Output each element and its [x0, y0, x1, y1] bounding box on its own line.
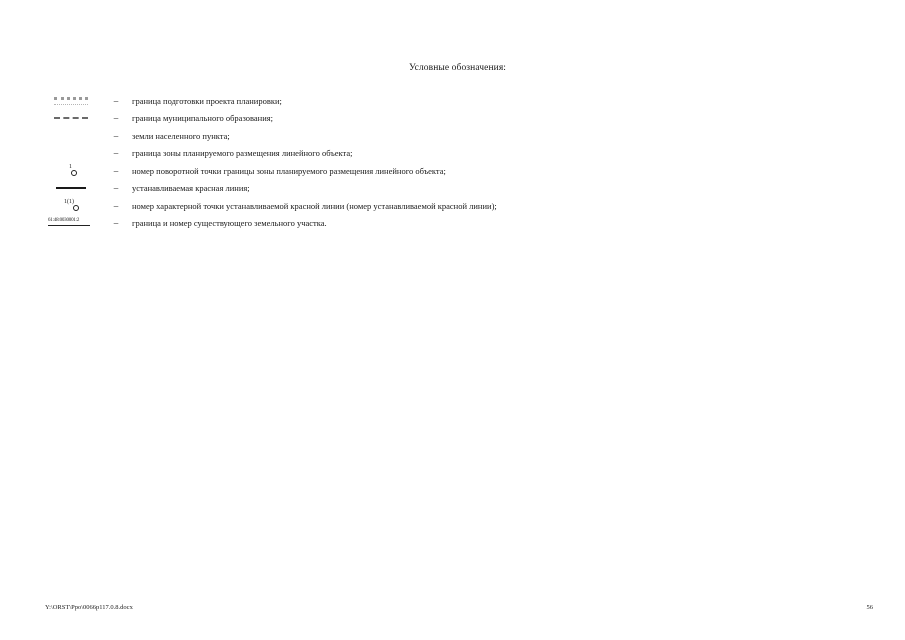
dash-separator: – [113, 113, 119, 124]
point-circle-icon [71, 170, 77, 176]
legend-row [48, 180, 497, 198]
turning-point-symbol [48, 164, 100, 178]
point-circle-icon [73, 205, 79, 211]
legend-row [48, 145, 497, 163]
legend-row [48, 162, 497, 180]
dotted-boundary-symbol [48, 94, 100, 108]
legend-title: Условные обозначения: [408, 63, 507, 73]
dash-separator: – [113, 200, 119, 211]
legend-text: граница и номер существующего земельного участка. [132, 218, 327, 229]
turning-point-label: 1 [69, 163, 72, 170]
dash-separator: – [113, 218, 119, 229]
empty-symbol [48, 129, 100, 143]
characteristic-point-label: 1(1) [64, 198, 74, 205]
legend-row [48, 92, 497, 110]
legend-text: устанавливаемая красная линия; [132, 183, 250, 194]
dashed-boundary-symbol [48, 111, 100, 125]
dash-separator: – [113, 130, 119, 141]
empty-symbol [48, 146, 100, 160]
land-plot-line [48, 225, 90, 226]
land-plot-label: 61:48:0030001:2 [48, 218, 80, 224]
page-number: 56 [866, 604, 873, 611]
legend-list [48, 92, 497, 232]
characteristic-point-symbol [48, 199, 100, 213]
dash-separator: – [113, 165, 119, 176]
legend-row [48, 215, 497, 233]
land-plot-symbol [48, 216, 100, 230]
legend-text: граница зоны планируемого размещения линейного объекта; [132, 148, 353, 159]
legend-text: граница муниципального образования; [132, 113, 274, 124]
dash-separator: – [113, 95, 119, 106]
legend-row [48, 127, 497, 145]
legend-text: земли населенного пункта; [132, 130, 230, 141]
legend-row [48, 197, 497, 215]
legend-row [48, 110, 497, 128]
legend-text: номер характерной точки устанавливаемой красной линии (номер устанавливаемой красной линии); [132, 200, 497, 211]
legend-text: граница подготовки проекта планировки; [132, 95, 282, 106]
legend-text: номер поворотной точки границы зоны планируемого размещения линейного объекта; [132, 165, 446, 176]
footer-file-path: Y:\ORST\Ppo\0066p117.0.8.docx [45, 604, 133, 611]
red-line-symbol [48, 181, 100, 195]
dash-separator: – [113, 183, 119, 194]
dash-separator: – [113, 148, 119, 159]
